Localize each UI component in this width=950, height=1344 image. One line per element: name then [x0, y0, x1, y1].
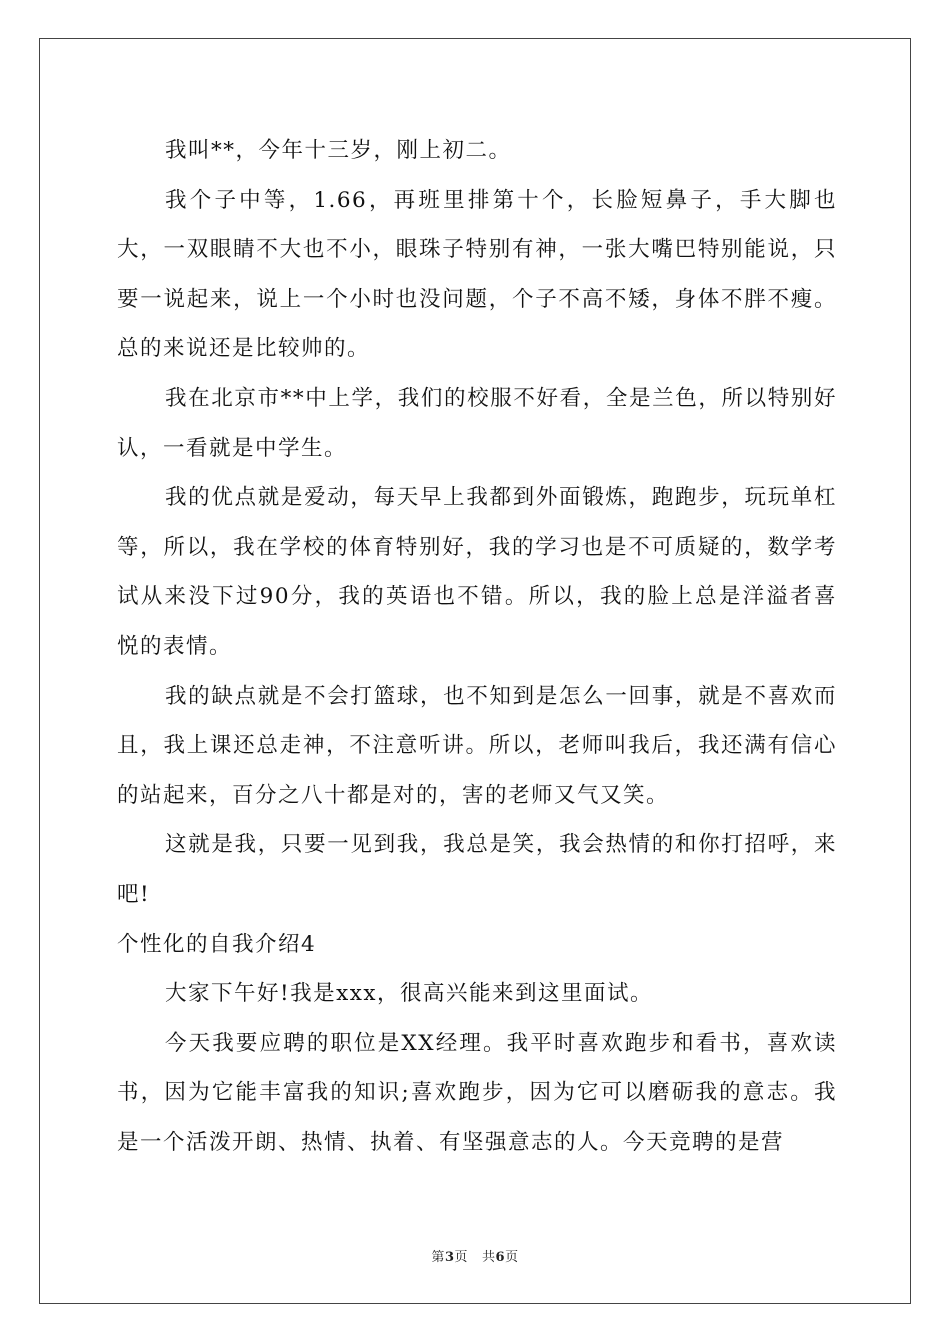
- total-prefix: 共: [482, 1250, 496, 1265]
- paragraph-closing: 这就是我，只要一见到我，我总是笑，我会热情的和你打招呼，来吧!: [117, 832, 837, 907]
- total-page-number: 6: [495, 1250, 506, 1265]
- paragraph-job-application: 今天我要应聘的职位是XX经理。我平时喜欢跑步和看书，喜欢读书，因为它能丰富我的知识;喜欢跑步，因为它可以磨砺我的意志。我是一个活泼开朗、热情、执着、有坚强意志的人。今天竞聘的是营: [117, 1030, 837, 1155]
- paragraph-greeting: 大家下午好!我是xxx，很高兴能来到这里面试。: [165, 981, 654, 1007]
- total-suffix: 页: [505, 1250, 519, 1265]
- page-suffix: 页: [454, 1250, 468, 1265]
- paragraph-strengths: 我的优点就是爱动，每天早上我都到外面锻炼，跑跑步，玩玩单杠等，所以，我在学校的体育特别好，我的学习也是不可质疑的，数学考试从来没下过90分，我的英语也不错。所以，我的脸上总是洋溢者喜悦的表情。: [117, 485, 837, 659]
- paragraph-appearance: 我个子中等，1.66，再班里排第十个，长脸短鼻子，手大脚也大，一双眼睛不大也不小，眼珠子特别有神，一张大嘴巴特别能说，只要一说起来，说上一个小时也没问题，个子不高不矮，身体不胖不瘦。总的来说还是比较帅的。: [117, 187, 837, 362]
- document-body: [117, 126, 837, 1167]
- paragraph-weaknesses: 我的缺点就是不会打篮球，也不知到是怎么一回事，就是不喜欢而且，我上课还总走神，不注意听讲。所以，老师叫我后，我还满有信心的站起来，百分之八十都是对的，害的老师又气又笑。: [117, 683, 837, 808]
- page-footer: [0, 1246, 950, 1265]
- section-heading: 个性化的自我介绍4: [117, 931, 317, 957]
- page-prefix: 第: [431, 1250, 445, 1265]
- paragraph-school: 我在北京市**中上学，我们的校服不好看，全是兰色，所以特别好认，一看就是中学生。: [117, 385, 837, 461]
- current-page-number: 3: [444, 1250, 455, 1265]
- paragraph-self-intro-name: 我叫**，今年十三岁，刚上初二。: [165, 138, 512, 163]
